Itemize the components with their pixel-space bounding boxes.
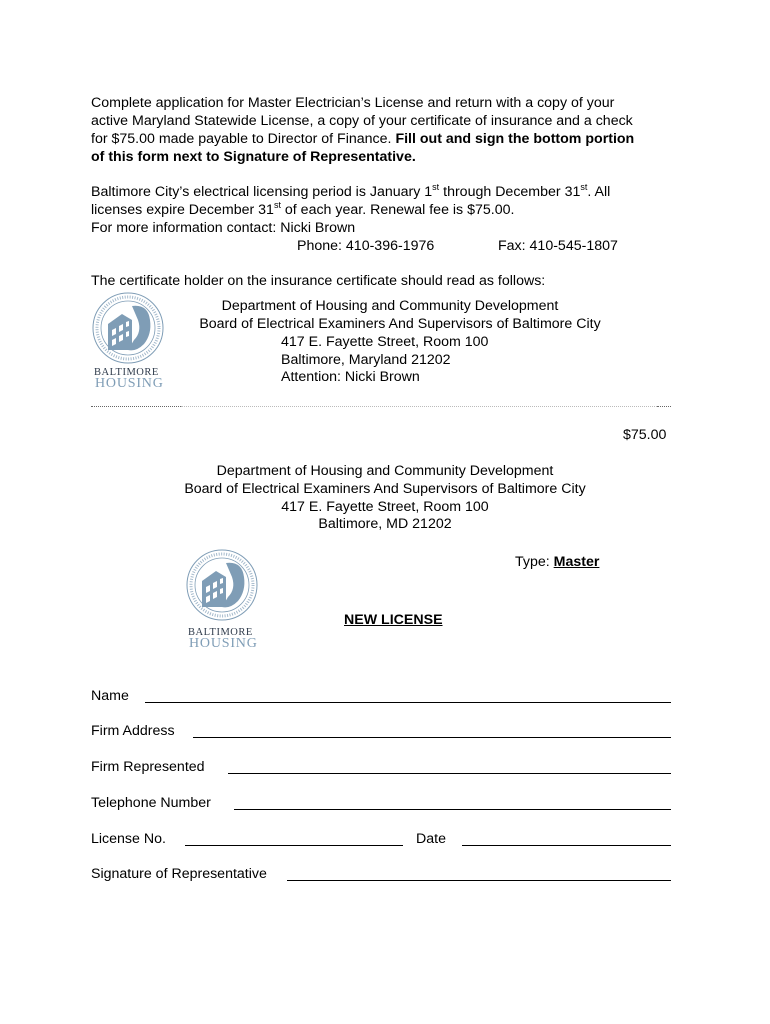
- date-field[interactable]: [462, 845, 671, 846]
- cert-holder-line-3: 417 E. Fayette Street, Room 100: [281, 334, 489, 350]
- telephone-label: Telephone Number: [91, 795, 211, 811]
- intro-line-3: [91, 130, 634, 148]
- intro-line-3-text: for $75.00 made payable to Director of Finance.: [91, 131, 392, 147]
- address-line-2: Board of Electrical Examiners And Supervisors of Baltimore City: [184, 481, 586, 497]
- period-text-b: through December 31: [439, 184, 581, 200]
- logo-word-baltimore: BALTIMORE: [94, 367, 159, 378]
- intro-line-1: Complete application for Master Electrician’s License and return with a copy of your: [91, 95, 615, 111]
- logo-2-word-baltimore: BALTIMORE: [188, 627, 253, 638]
- intro-bold-instruction: Fill out and sign the bottom portion: [395, 131, 635, 147]
- logo-word-housing: HOUSING: [95, 376, 164, 391]
- cert-holder-line-1: Department of Housing and Community Development: [221, 298, 559, 314]
- firm-represented-field[interactable]: [228, 773, 671, 774]
- logo-2-word-housing: HOUSING: [189, 636, 258, 651]
- cert-holder-line-4: Baltimore, Maryland 21202: [281, 352, 451, 368]
- name-label: Name: [91, 688, 129, 704]
- address-line-3: 417 E. Fayette Street, Room 100: [281, 499, 489, 515]
- fee-amount: $75.00: [623, 427, 667, 443]
- intro-line-2: active Maryland Statewide License, a copy of your certificate of insurance and a check: [91, 113, 633, 129]
- baltimore-housing-logo: [88, 290, 168, 390]
- cut-line-left: [91, 406, 181, 407]
- name-field[interactable]: [145, 702, 671, 703]
- license-no-label: License No.: [91, 831, 166, 847]
- cut-line-middle: [181, 406, 657, 407]
- contact-line: For more information contact: Nicki Brown: [91, 220, 356, 236]
- housing-seal-icon-2: [182, 547, 262, 627]
- expire-text-b: of each year. Renewal fee is $75.00.: [280, 202, 515, 218]
- expire-sup: st: [273, 200, 281, 210]
- date-label: Date: [416, 831, 446, 847]
- intro-line-4: [91, 148, 416, 166]
- firm-address-label: Firm Address: [91, 723, 175, 739]
- housing-seal-icon: [88, 290, 168, 370]
- period-sup-2: st: [580, 182, 588, 192]
- license-type: [515, 553, 599, 571]
- type-label: Type:: [515, 554, 550, 570]
- cert-holder-line-5: Attention: Nicki Brown: [281, 369, 420, 385]
- new-license-heading: [344, 611, 443, 629]
- firm-address-field[interactable]: [193, 737, 671, 738]
- period-line-2: [91, 201, 514, 219]
- period-sup-1: st: [432, 182, 440, 192]
- signature-label: Signature of Representative: [91, 866, 267, 882]
- telephone-field[interactable]: [234, 809, 671, 810]
- new-license-text: NEW LICENSE: [344, 612, 443, 628]
- cut-line-right: [657, 406, 671, 407]
- baltimore-housing-logo-2: [182, 547, 262, 651]
- period-text-a: Baltimore City’s electrical licensing period is January 1: [91, 184, 433, 200]
- intro-bold-instruction-2: of this form next to Signature of Representative.: [91, 149, 416, 165]
- period-text-c: . All: [587, 184, 611, 200]
- address-line-1: Department of Housing and Community Development: [216, 463, 554, 479]
- period-line-1: [91, 183, 610, 201]
- firm-represented-label: Firm Represented: [91, 759, 205, 775]
- cert-holder-line-2: Board of Electrical Examiners And Supervisors of Baltimore City: [199, 316, 601, 332]
- phone-number: Phone: 410-396-1976: [297, 238, 435, 254]
- address-line-4: Baltimore, MD 21202: [318, 516, 452, 532]
- signature-field[interactable]: [287, 880, 671, 881]
- certificate-heading: The certificate holder on the insurance certificate should read as follows:: [91, 273, 546, 289]
- type-value: Master: [553, 554, 600, 570]
- fax-number: Fax: 410-545-1807: [498, 238, 618, 254]
- expire-text-a: licenses expire December 31: [91, 202, 274, 218]
- license-no-field[interactable]: [185, 845, 403, 846]
